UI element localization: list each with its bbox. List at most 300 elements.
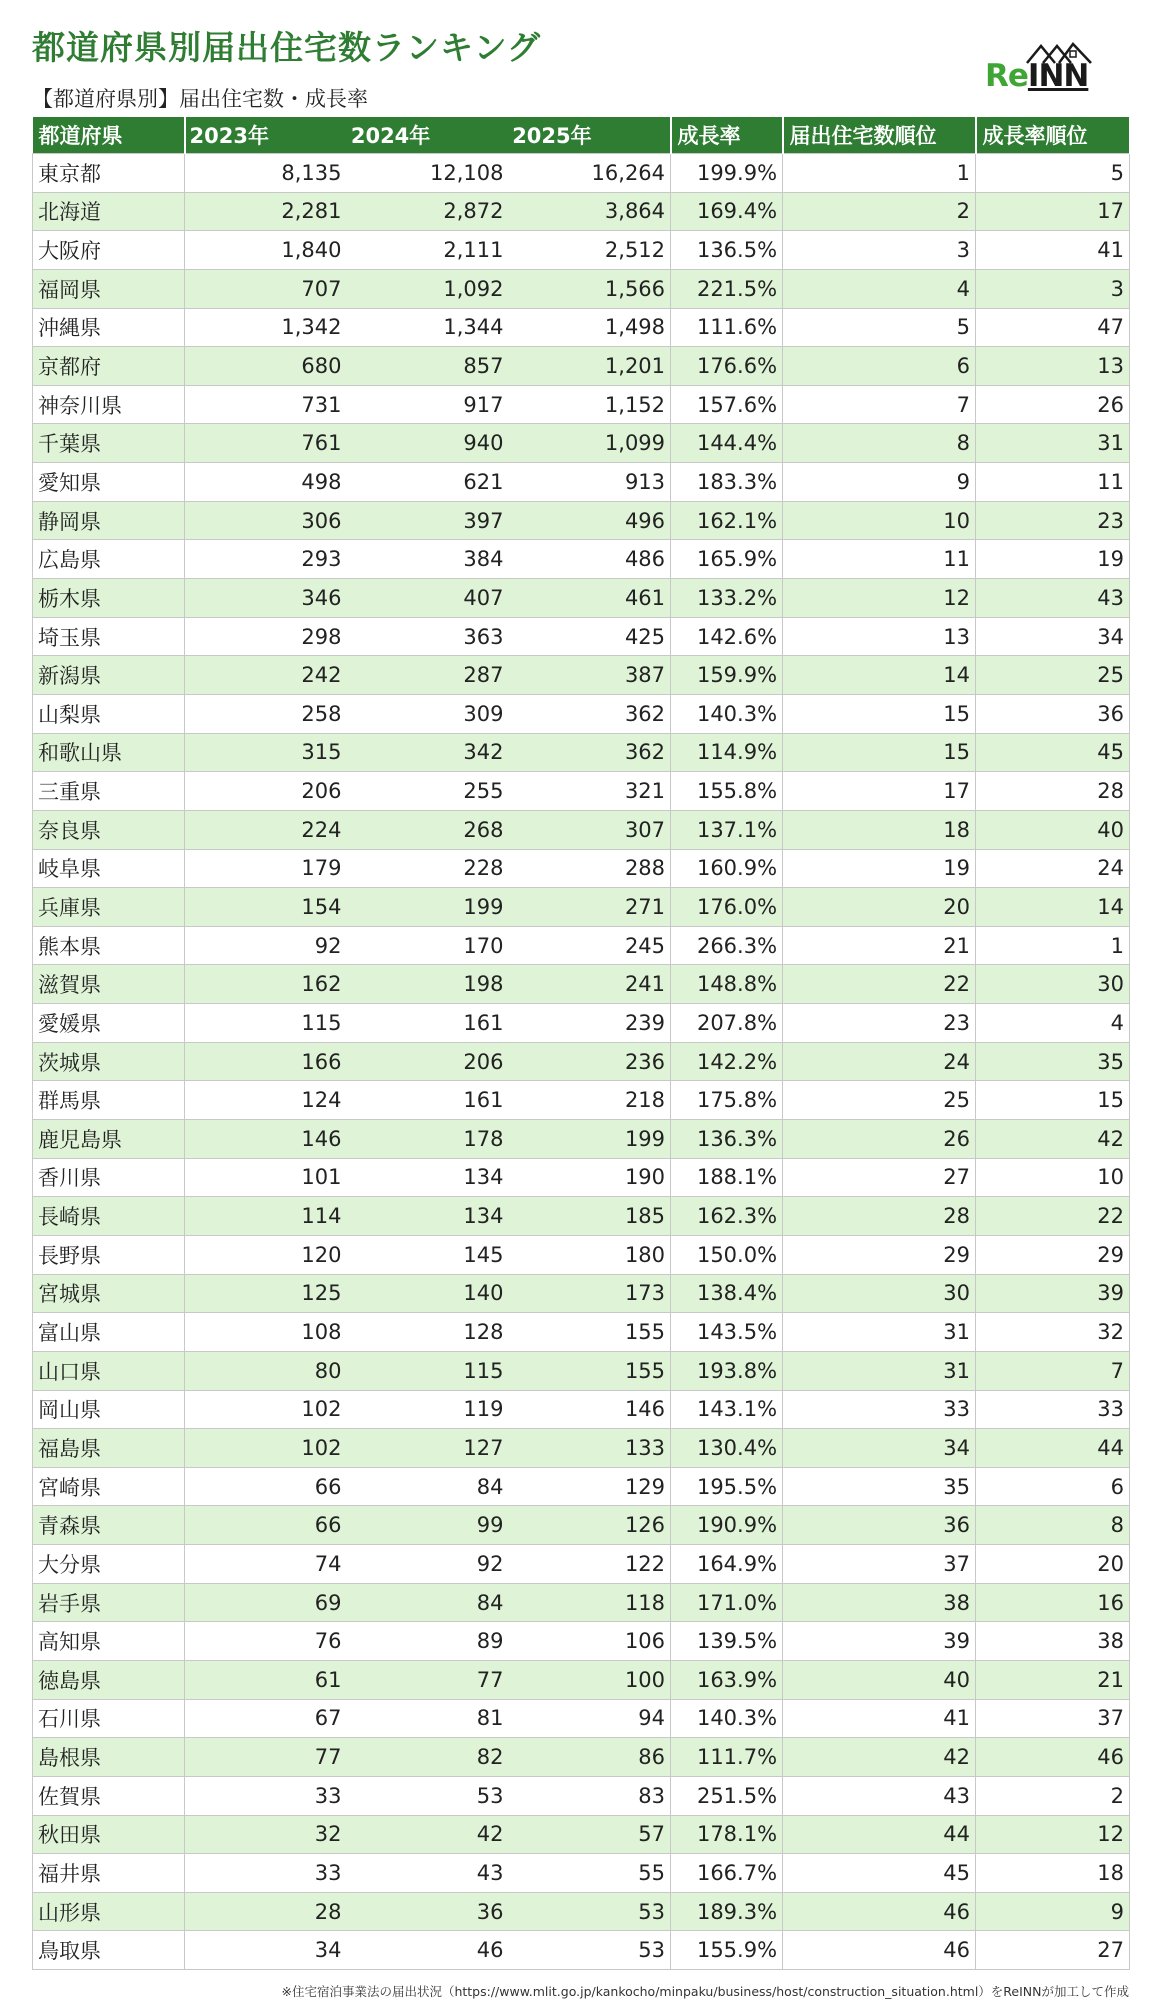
count-rank-cell: 2	[783, 192, 976, 231]
count-rank-cell: 28	[783, 1197, 976, 1236]
count-2025-cell: 271	[509, 888, 671, 927]
growth-rank-cell: 27	[976, 1931, 1130, 1970]
table-row	[33, 1158, 1130, 1197]
count-2023-cell: 166	[185, 1042, 347, 1081]
count-2023-cell: 306	[185, 501, 347, 540]
table-row	[33, 849, 1130, 888]
count-2023-cell: 1,342	[185, 308, 347, 347]
count-2023-cell: 102	[185, 1390, 347, 1429]
growth-rate-cell: 163.9%	[671, 1660, 783, 1699]
header-growth-rank: 成長率順位	[976, 117, 1130, 154]
table-row	[33, 1351, 1130, 1390]
count-2024-cell: 140	[347, 1274, 509, 1313]
growth-rank-cell: 36	[976, 694, 1130, 733]
count-2025-cell: 199	[509, 1120, 671, 1159]
count-2023-cell: 114	[185, 1197, 347, 1236]
growth-rank-cell: 6	[976, 1467, 1130, 1506]
growth-rank-cell: 46	[976, 1738, 1130, 1777]
table-body	[33, 154, 1130, 1970]
table-row	[33, 617, 1130, 656]
count-2024-cell: 170	[347, 926, 509, 965]
count-2025-cell: 241	[509, 965, 671, 1004]
count-rank-cell: 12	[783, 579, 976, 618]
count-2024-cell: 917	[347, 385, 509, 424]
count-rank-cell: 44	[783, 1815, 976, 1854]
growth-rate-cell: 155.8%	[671, 772, 783, 811]
growth-rank-cell: 28	[976, 772, 1130, 811]
count-rank-cell: 11	[783, 540, 976, 579]
growth-rank-cell: 19	[976, 540, 1130, 579]
count-2024-cell: 36	[347, 1892, 509, 1931]
growth-rank-cell: 43	[976, 579, 1130, 618]
count-rank-cell: 39	[783, 1622, 976, 1661]
count-2024-cell: 119	[347, 1390, 509, 1429]
count-2025-cell: 1,201	[509, 347, 671, 386]
count-2023-cell: 102	[185, 1429, 347, 1468]
table-row	[33, 501, 1130, 540]
count-2023-cell: 242	[185, 656, 347, 695]
table-row	[33, 694, 1130, 733]
count-rank-cell: 31	[783, 1313, 976, 1352]
count-rank-cell: 7	[783, 385, 976, 424]
count-rank-cell: 37	[783, 1545, 976, 1584]
prefecture-cell: 兵庫県	[33, 888, 185, 927]
count-2023-cell: 680	[185, 347, 347, 386]
growth-rate-cell: 207.8%	[671, 1004, 783, 1043]
growth-rate-cell: 114.9%	[671, 733, 783, 772]
table-row	[33, 1390, 1130, 1429]
count-2024-cell: 342	[347, 733, 509, 772]
table-row	[33, 888, 1130, 927]
count-2023-cell: 66	[185, 1467, 347, 1506]
growth-rank-cell: 42	[976, 1120, 1130, 1159]
count-2023-cell: 28	[185, 1892, 347, 1931]
growth-rank-cell: 38	[976, 1622, 1130, 1661]
count-2023-cell: 1,840	[185, 231, 347, 270]
reinn-logo	[985, 42, 1097, 98]
count-rank-cell: 43	[783, 1776, 976, 1815]
growth-rank-cell: 31	[976, 424, 1130, 463]
table-row	[33, 965, 1130, 1004]
growth-rank-cell: 22	[976, 1197, 1130, 1236]
count-rank-cell: 29	[783, 1235, 976, 1274]
table-row	[33, 656, 1130, 695]
count-2024-cell: 42	[347, 1815, 509, 1854]
table-row	[33, 1931, 1130, 1970]
count-2023-cell: 8,135	[185, 154, 347, 193]
growth-rank-cell: 5	[976, 154, 1130, 193]
count-2025-cell: 86	[509, 1738, 671, 1777]
count-rank-cell: 30	[783, 1274, 976, 1313]
growth-rank-cell: 12	[976, 1815, 1130, 1854]
count-2024-cell: 2,872	[347, 192, 509, 231]
prefecture-cell: 山口県	[33, 1351, 185, 1390]
count-2023-cell: 33	[185, 1854, 347, 1893]
count-2023-cell: 179	[185, 849, 347, 888]
count-2025-cell: 118	[509, 1583, 671, 1622]
count-rank-cell: 23	[783, 1004, 976, 1043]
count-rank-cell: 15	[783, 694, 976, 733]
count-2023-cell: 146	[185, 1120, 347, 1159]
count-2024-cell: 206	[347, 1042, 509, 1081]
prefecture-cell: 秋田県	[33, 1815, 185, 1854]
count-rank-cell: 31	[783, 1351, 976, 1390]
prefecture-cell: 長崎県	[33, 1197, 185, 1236]
prefecture-cell: 佐賀県	[33, 1776, 185, 1815]
count-2025-cell: 100	[509, 1660, 671, 1699]
table-row	[33, 1738, 1130, 1777]
prefecture-cell: 大阪府	[33, 231, 185, 270]
growth-rate-cell: 188.1%	[671, 1158, 783, 1197]
page-title: 都道府県別届出住宅数ランキング	[32, 28, 542, 67]
count-2023-cell: 707	[185, 269, 347, 308]
ranking-table	[32, 117, 1131, 1970]
count-rank-cell: 20	[783, 888, 976, 927]
growth-rate-cell: 157.6%	[671, 385, 783, 424]
growth-rate-cell: 175.8%	[671, 1081, 783, 1120]
count-2023-cell: 124	[185, 1081, 347, 1120]
growth-rate-cell: 176.0%	[671, 888, 783, 927]
growth-rate-cell: 178.1%	[671, 1815, 783, 1854]
count-2025-cell: 239	[509, 1004, 671, 1043]
logo-inn: INN	[1027, 58, 1089, 94]
growth-rank-cell: 14	[976, 888, 1130, 927]
table-row	[33, 1042, 1130, 1081]
count-2024-cell: 134	[347, 1197, 509, 1236]
count-2024-cell: 1,092	[347, 269, 509, 308]
table-row	[33, 810, 1130, 849]
count-2025-cell: 218	[509, 1081, 671, 1120]
growth-rank-cell: 44	[976, 1429, 1130, 1468]
prefecture-cell: 京都府	[33, 347, 185, 386]
count-2025-cell: 83	[509, 1776, 671, 1815]
table-row	[33, 154, 1130, 193]
prefecture-cell: 島根県	[33, 1738, 185, 1777]
growth-rate-cell: 199.9%	[671, 154, 783, 193]
count-2023-cell: 76	[185, 1622, 347, 1661]
prefecture-cell: 岐阜県	[33, 849, 185, 888]
count-2024-cell: 115	[347, 1351, 509, 1390]
count-2024-cell: 940	[347, 424, 509, 463]
prefecture-cell: 鹿児島県	[33, 1120, 185, 1159]
table-row	[33, 463, 1130, 502]
count-2025-cell: 321	[509, 772, 671, 811]
count-2024-cell: 384	[347, 540, 509, 579]
growth-rank-cell: 32	[976, 1313, 1130, 1352]
growth-rate-cell: 133.2%	[671, 579, 783, 618]
growth-rate-cell: 142.6%	[671, 617, 783, 656]
count-2023-cell: 67	[185, 1699, 347, 1738]
count-rank-cell: 21	[783, 926, 976, 965]
growth-rank-cell: 34	[976, 617, 1130, 656]
table-row	[33, 1429, 1130, 1468]
header-2025: 2025年	[512, 124, 592, 148]
count-2025-cell: 1,498	[509, 308, 671, 347]
header-2024: 2024年	[350, 124, 431, 148]
growth-rate-cell: 138.4%	[671, 1274, 783, 1313]
count-2023-cell: 77	[185, 1738, 347, 1777]
count-2023-cell: 101	[185, 1158, 347, 1197]
count-rank-cell: 35	[783, 1467, 976, 1506]
count-rank-cell: 9	[783, 463, 976, 502]
count-2025-cell: 57	[509, 1815, 671, 1854]
table-row	[33, 540, 1130, 579]
count-2024-cell: 1,344	[347, 308, 509, 347]
count-2025-cell: 190	[509, 1158, 671, 1197]
count-2025-cell: 362	[509, 733, 671, 772]
table-row	[33, 231, 1130, 270]
count-2024-cell: 228	[347, 849, 509, 888]
count-2025-cell: 155	[509, 1313, 671, 1352]
prefecture-cell: 新潟県	[33, 656, 185, 695]
growth-rate-cell: 136.5%	[671, 231, 783, 270]
table-row	[33, 1506, 1130, 1545]
count-rank-cell: 4	[783, 269, 976, 308]
count-2023-cell: 224	[185, 810, 347, 849]
growth-rate-cell: 169.4%	[671, 192, 783, 231]
count-2025-cell: 16,264	[509, 154, 671, 193]
prefecture-cell: 三重県	[33, 772, 185, 811]
count-2023-cell: 206	[185, 772, 347, 811]
growth-rate-cell: 166.7%	[671, 1854, 783, 1893]
page-subtitle: 【都道府県別】届出住宅数・成長率	[32, 87, 368, 111]
table-row	[33, 733, 1130, 772]
prefecture-cell: 山梨県	[33, 694, 185, 733]
count-2024-cell: 363	[347, 617, 509, 656]
prefecture-cell: 広島県	[33, 540, 185, 579]
growth-rank-cell: 13	[976, 347, 1130, 386]
growth-rate-cell: 165.9%	[671, 540, 783, 579]
growth-rank-cell: 41	[976, 231, 1130, 270]
growth-rate-cell: 190.9%	[671, 1506, 783, 1545]
prefecture-cell: 香川県	[33, 1158, 185, 1197]
count-rank-cell: 19	[783, 849, 976, 888]
growth-rank-cell: 35	[976, 1042, 1130, 1081]
header-prefecture: 都道府県	[33, 117, 185, 154]
table-row	[33, 424, 1130, 463]
count-rank-cell: 6	[783, 347, 976, 386]
growth-rank-cell: 1	[976, 926, 1130, 965]
logo-text	[985, 58, 1088, 94]
growth-rate-cell: 176.6%	[671, 347, 783, 386]
growth-rate-cell: 171.0%	[671, 1583, 783, 1622]
growth-rank-cell: 10	[976, 1158, 1130, 1197]
table-row	[33, 772, 1130, 811]
table-row	[33, 1854, 1130, 1893]
count-rank-cell: 45	[783, 1854, 976, 1893]
count-rank-cell: 34	[783, 1429, 976, 1468]
table-row	[33, 1583, 1130, 1622]
prefecture-cell: 千葉県	[33, 424, 185, 463]
prefecture-cell: 北海道	[33, 192, 185, 231]
count-rank-cell: 40	[783, 1660, 976, 1699]
growth-rank-cell: 23	[976, 501, 1130, 540]
growth-rate-cell: 111.7%	[671, 1738, 783, 1777]
prefecture-cell: 福井県	[33, 1854, 185, 1893]
growth-rank-cell: 8	[976, 1506, 1130, 1545]
count-2025-cell: 2,512	[509, 231, 671, 270]
count-2023-cell: 293	[185, 540, 347, 579]
prefecture-cell: 岡山県	[33, 1390, 185, 1429]
count-2024-cell: 2,111	[347, 231, 509, 270]
count-2024-cell: 255	[347, 772, 509, 811]
growth-rank-cell: 24	[976, 849, 1130, 888]
table-row	[33, 926, 1130, 965]
growth-rate-cell: 143.5%	[671, 1313, 783, 1352]
growth-rank-cell: 33	[976, 1390, 1130, 1429]
count-2024-cell: 161	[347, 1081, 509, 1120]
table-row	[33, 1313, 1130, 1352]
count-2025-cell: 387	[509, 656, 671, 695]
prefecture-cell: 栃木県	[33, 579, 185, 618]
growth-rank-cell: 30	[976, 965, 1130, 1004]
growth-rate-cell: 162.1%	[671, 501, 783, 540]
table-row	[33, 1776, 1130, 1815]
table-row	[33, 1120, 1130, 1159]
count-2024-cell: 621	[347, 463, 509, 502]
count-rank-cell: 41	[783, 1699, 976, 1738]
growth-rank-cell: 9	[976, 1892, 1130, 1931]
table-row	[33, 1545, 1130, 1584]
prefecture-cell: 沖縄県	[33, 308, 185, 347]
count-2023-cell: 346	[185, 579, 347, 618]
count-2024-cell: 134	[347, 1158, 509, 1197]
growth-rank-cell: 2	[976, 1776, 1130, 1815]
table-row	[33, 192, 1130, 231]
count-2023-cell: 731	[185, 385, 347, 424]
growth-rate-cell: 140.3%	[671, 1699, 783, 1738]
count-2025-cell: 94	[509, 1699, 671, 1738]
growth-rank-cell: 4	[976, 1004, 1130, 1043]
growth-rank-cell: 16	[976, 1583, 1130, 1622]
count-2023-cell: 258	[185, 694, 347, 733]
prefecture-cell: 宮城県	[33, 1274, 185, 1313]
count-2025-cell: 146	[509, 1390, 671, 1429]
prefecture-cell: 愛媛県	[33, 1004, 185, 1043]
count-rank-cell: 33	[783, 1390, 976, 1429]
growth-rate-cell: 144.4%	[671, 424, 783, 463]
growth-rate-cell: 130.4%	[671, 1429, 783, 1468]
count-rank-cell: 18	[783, 810, 976, 849]
prefecture-cell: 福島県	[33, 1429, 185, 1468]
growth-rate-cell: 160.9%	[671, 849, 783, 888]
count-2024-cell: 198	[347, 965, 509, 1004]
count-rank-cell: 15	[783, 733, 976, 772]
count-2024-cell: 857	[347, 347, 509, 386]
prefecture-cell: 愛知県	[33, 463, 185, 502]
count-rank-cell: 36	[783, 1506, 976, 1545]
count-2024-cell: 99	[347, 1506, 509, 1545]
count-2023-cell: 61	[185, 1660, 347, 1699]
prefecture-cell: 岩手県	[33, 1583, 185, 1622]
count-2024-cell: 145	[347, 1235, 509, 1274]
count-2023-cell: 33	[185, 1776, 347, 1815]
count-rank-cell: 25	[783, 1081, 976, 1120]
count-2025-cell: 173	[509, 1274, 671, 1313]
growth-rank-cell: 11	[976, 463, 1130, 502]
growth-rank-cell: 47	[976, 308, 1130, 347]
growth-rank-cell: 37	[976, 1699, 1130, 1738]
count-rank-cell: 10	[783, 501, 976, 540]
count-2025-cell: 122	[509, 1545, 671, 1584]
growth-rank-cell: 45	[976, 733, 1130, 772]
count-2025-cell: 3,864	[509, 192, 671, 231]
count-2024-cell: 178	[347, 1120, 509, 1159]
growth-rank-cell: 40	[976, 810, 1130, 849]
prefecture-cell: 山形県	[33, 1892, 185, 1931]
source-footnote: ※住宅宿泊事業法の届出状況（https://www.mlit.go.jp/kankocho/minpaku/business/host/construction_situation.html）をReINNが加工して作成	[281, 1984, 1129, 1999]
growth-rate-cell: 150.0%	[671, 1235, 783, 1274]
growth-rate-cell: 193.8%	[671, 1351, 783, 1390]
count-2024-cell: 287	[347, 656, 509, 695]
table-row	[33, 347, 1130, 386]
table-row	[33, 1660, 1130, 1699]
header-growth-rate: 成長率	[671, 117, 783, 154]
count-2023-cell: 115	[185, 1004, 347, 1043]
prefecture-cell: 静岡県	[33, 501, 185, 540]
count-2023-cell: 69	[185, 1583, 347, 1622]
prefecture-cell: 和歌山県	[33, 733, 185, 772]
count-2024-cell: 84	[347, 1467, 509, 1506]
count-2024-cell: 92	[347, 1545, 509, 1584]
count-2024-cell: 82	[347, 1738, 509, 1777]
count-2023-cell: 162	[185, 965, 347, 1004]
count-2025-cell: 155	[509, 1351, 671, 1390]
table-row	[33, 385, 1130, 424]
count-rank-cell: 22	[783, 965, 976, 1004]
table-row	[33, 1467, 1130, 1506]
count-2024-cell: 128	[347, 1313, 509, 1352]
count-rank-cell: 13	[783, 617, 976, 656]
count-2023-cell: 2,281	[185, 192, 347, 231]
growth-rate-cell: 139.5%	[671, 1622, 783, 1661]
count-2025-cell: 106	[509, 1622, 671, 1661]
count-2024-cell: 309	[347, 694, 509, 733]
count-2025-cell: 1,099	[509, 424, 671, 463]
count-2023-cell: 74	[185, 1545, 347, 1584]
table-header-row	[33, 117, 1130, 154]
prefecture-cell: 高知県	[33, 1622, 185, 1661]
growth-rank-cell: 39	[976, 1274, 1130, 1313]
count-2025-cell: 185	[509, 1197, 671, 1236]
count-2024-cell: 89	[347, 1622, 509, 1661]
growth-rate-cell: 189.3%	[671, 1892, 783, 1931]
prefecture-cell: 青森県	[33, 1506, 185, 1545]
table-row	[33, 1815, 1130, 1854]
count-2024-cell: 161	[347, 1004, 509, 1043]
growth-rank-cell: 17	[976, 192, 1130, 231]
count-2023-cell: 154	[185, 888, 347, 927]
growth-rank-cell: 21	[976, 1660, 1130, 1699]
count-2025-cell: 362	[509, 694, 671, 733]
growth-rate-cell: 143.1%	[671, 1390, 783, 1429]
prefecture-cell: 大分県	[33, 1545, 185, 1584]
table-row	[33, 1622, 1130, 1661]
count-2025-cell: 55	[509, 1854, 671, 1893]
count-2025-cell: 53	[509, 1931, 671, 1970]
count-rank-cell: 8	[783, 424, 976, 463]
count-2024-cell: 127	[347, 1429, 509, 1468]
growth-rate-cell: 183.3%	[671, 463, 783, 502]
growth-rate-cell: 137.1%	[671, 810, 783, 849]
growth-rate-cell: 136.3%	[671, 1120, 783, 1159]
count-2024-cell: 53	[347, 1776, 509, 1815]
count-rank-cell: 42	[783, 1738, 976, 1777]
count-2025-cell: 496	[509, 501, 671, 540]
count-2024-cell: 12,108	[347, 154, 509, 193]
count-2023-cell: 92	[185, 926, 347, 965]
growth-rate-cell: 148.8%	[671, 965, 783, 1004]
